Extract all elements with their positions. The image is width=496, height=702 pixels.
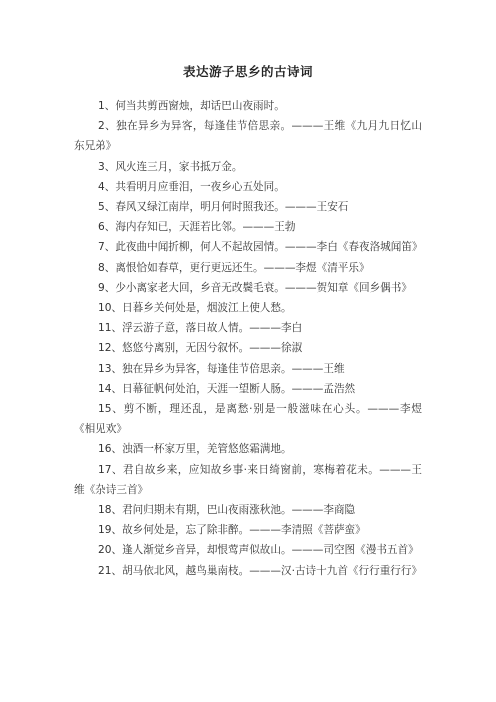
poem-list [74, 96, 422, 581]
list-item: 9、少小离家老大回，乡音无改鬓毛衰。———贺知章《回乡偶书》 [98, 281, 412, 294]
list-item: 16、浊酒一杯家万里，羌管悠悠霜满地。 [98, 443, 292, 456]
list-item: 14、日幕征帆何处泊，天涯一望断人肠。———孟浩然 [98, 382, 356, 395]
list-item: 12、悠悠兮离别，无因兮叙怀。———徐淑 [98, 342, 303, 355]
list-item: 13、独在异乡为异客，每逢佳节倍思亲。———王维 [98, 362, 345, 375]
list-item: 17、君自故乡来，应知故乡事·来日绮窗前，寒梅着花未。———王维《杂诗三首》 [74, 463, 422, 496]
document-title: 表达游子思乡的古诗词 [182, 64, 313, 79]
list-item: 19、故乡何处是，忘了除非醉。———李清照《菩萨蛮》 [98, 524, 366, 537]
list-item: 6、海内存知已，天涯若比邻。———王勃 [98, 221, 296, 234]
list-item: 15、剪不断，理还乱，是离愁·别是一般滋味在心头。———李煜《相见欢》 [74, 403, 422, 436]
list-item: 2、独在异乡为异客，每逢佳节倍思亲。———王维《九月九日忆山东兄弟》 [74, 120, 422, 153]
list-item: 8、离恨恰如春草，更行更远还生。———李煜《清平乐》 [98, 261, 370, 274]
list-item: 7、此夜曲中闻折柳，何人不起故园情。———李白《春夜洛城闻笛》 [98, 241, 423, 254]
list-item: 3、风火连三月，家书抵万金。 [98, 160, 243, 173]
list-item: 11、浮云游子意，落日故人情。———李白 [98, 322, 303, 335]
list-item: 4、共看明月应垂泪，一夜乡心五处同。 [98, 180, 285, 193]
list-item: 18、君问归期未有期，巴山夜雨涨秋池。———李商隐 [98, 504, 356, 517]
list-item: 20、逢人渐觉乡音异，却恨莺声似故山。———司空图《漫书五首》 [98, 544, 419, 557]
list-item: 21、胡马依北风，越鸟巢南枝。———汉·古诗十九首《行行重行行》 [98, 564, 423, 577]
list-item: 10、日暮乡关何处是，烟波江上使人愁。 [98, 302, 292, 315]
list-item: 1、何当共剪西窗烛，却话巴山夜雨时。 [98, 100, 285, 112]
list-item: 5、春风又绿江南岸，明月何时照我还。———王安石 [98, 201, 349, 214]
